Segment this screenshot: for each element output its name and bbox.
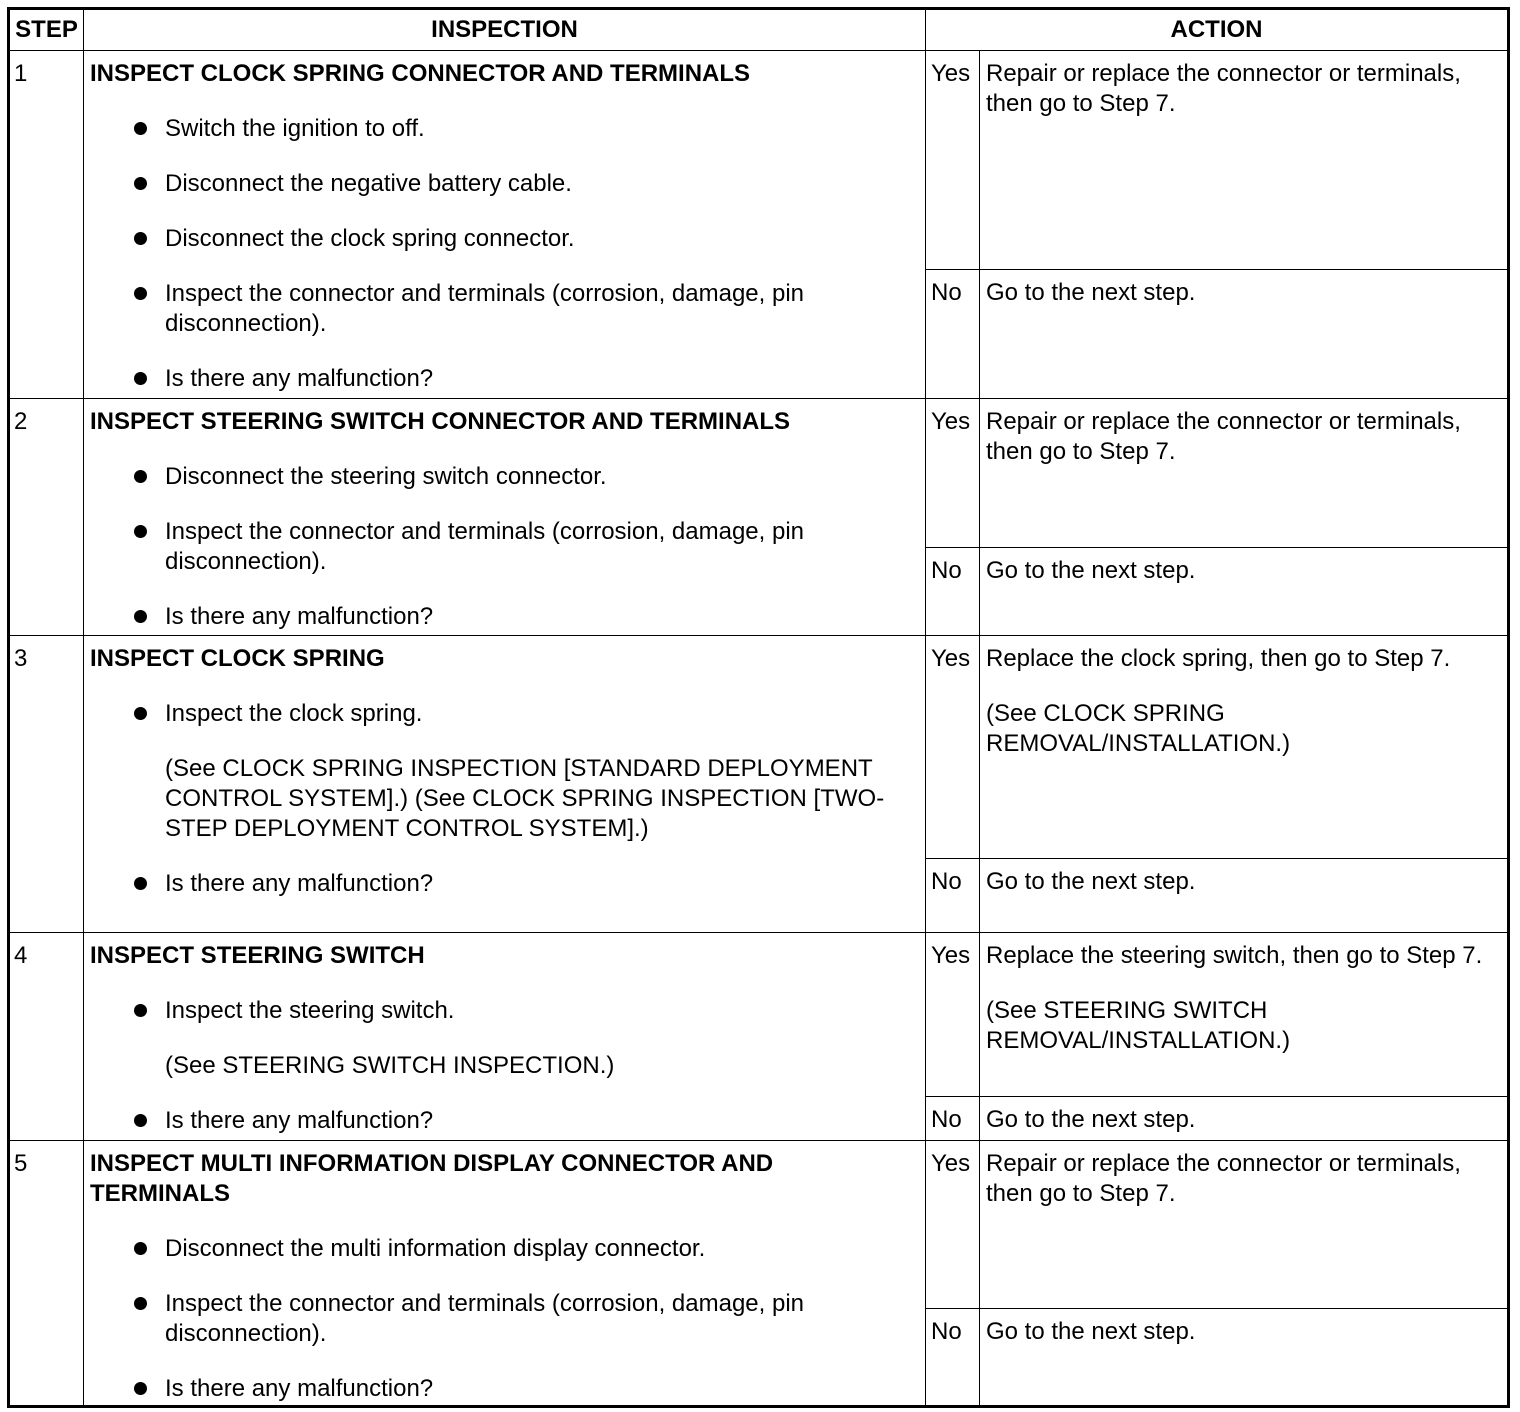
bullet-text: Inspect the connector and terminals (corrosion, damage, pin disconnection). <box>165 518 805 575</box>
bullet-item <box>90 462 919 492</box>
no-label: No <box>926 270 980 399</box>
no-action-text: Go to the next step. <box>986 1318 1196 1345</box>
bullet-text: Disconnect the steering switch connector. <box>165 463 607 490</box>
bullet-item <box>90 114 919 144</box>
bullet-text: Disconnect the negative battery cable. <box>165 170 572 197</box>
inspection-bullets <box>90 462 919 632</box>
bullet-icon <box>134 707 147 720</box>
inspection-title: INSPECT CLOCK SPRING <box>90 645 385 672</box>
step-row-1-yes <box>9 51 1509 270</box>
bullet-item <box>90 1374 919 1404</box>
yes-label: Yes <box>926 1141 980 1309</box>
bullet-item <box>90 364 919 394</box>
yes-action-reference: (See CLOCK SPRING REMOVAL/INSTALLATION.) <box>986 700 1291 757</box>
yes-action-reference: (See STEERING SWITCH REMOVAL/INSTALLATION.) <box>986 997 1291 1054</box>
bullet-item <box>90 1289 919 1349</box>
step-row-2-yes <box>9 399 1509 548</box>
yes-label: Yes <box>926 933 980 1097</box>
yes-action-text: Replace the steering switch, then go to Step 7. <box>986 942 1483 969</box>
bullet-reference: (See CLOCK SPRING INSPECTION [STANDARD DEPLOYMENT CONTROL SYSTEM].) (See CLOCK SPRING INSPECTION [TWO-STEP DEPLOYMENT CONTROL SYSTEM].) <box>165 755 885 842</box>
yes-label: Yes <box>926 636 980 859</box>
bullet-item <box>90 517 919 577</box>
bullet-icon <box>134 1114 147 1127</box>
bullet-text: Is there any malfunction? <box>165 1107 434 1134</box>
no-action <box>980 1309 1509 1407</box>
no-action <box>980 859 1509 933</box>
no-action-text: Go to the next step. <box>986 868 1196 895</box>
bullet-icon <box>134 372 147 385</box>
no-action-text: Go to the next step. <box>986 279 1196 306</box>
bullet-icon <box>134 610 147 623</box>
yes-action <box>980 51 1509 270</box>
inspection-bullets <box>90 1234 919 1404</box>
bullet-text: Is there any malfunction? <box>165 1375 434 1402</box>
bullet-icon <box>134 177 147 190</box>
step-number: 3 <box>9 636 84 933</box>
inspection-title: INSPECT CLOCK SPRING CONNECTOR AND TERMINALS <box>90 60 751 87</box>
step-number: 5 <box>9 1141 84 1407</box>
no-label: No <box>926 859 980 933</box>
bullet-icon <box>134 287 147 300</box>
bullet-item <box>90 224 919 254</box>
diagnostic-procedure-table <box>7 7 1510 1408</box>
yes-label: Yes <box>926 399 980 548</box>
inspection-cell <box>84 933 926 1141</box>
yes-action <box>980 636 1509 859</box>
yes-action-text: Repair or replace the connector or terminals, then go to Step 7. <box>986 408 1461 465</box>
no-action <box>980 270 1509 399</box>
inspection-cell <box>84 399 926 636</box>
inspection-title: INSPECT STEERING SWITCH <box>90 942 425 969</box>
yes-action-text: Repair or replace the connector or terminals, then go to Step 7. <box>986 1150 1461 1207</box>
inspection-cell <box>84 636 926 933</box>
no-action <box>980 548 1509 636</box>
bullet-icon <box>134 1297 147 1310</box>
yes-action <box>980 399 1509 548</box>
inspection-bullets <box>90 699 919 899</box>
header-action: ACTION <box>926 9 1509 51</box>
bullet-text: Inspect the steering switch. <box>165 997 455 1024</box>
step-number: 2 <box>9 399 84 636</box>
bullet-icon <box>134 877 147 890</box>
yes-action-text: Repair or replace the connector or terminals, then go to Step 7. <box>986 60 1461 117</box>
step-row-4-yes <box>9 933 1509 1097</box>
bullet-item <box>90 602 919 632</box>
bullet-text: Disconnect the clock spring connector. <box>165 225 575 252</box>
bullet-item <box>90 279 919 339</box>
yes-action <box>980 933 1509 1097</box>
bullet-icon <box>134 1242 147 1255</box>
bullet-item <box>90 996 919 1081</box>
step-row-3-yes <box>9 636 1509 859</box>
step-number: 1 <box>9 51 84 399</box>
bullet-text: Is there any malfunction? <box>165 365 434 392</box>
bullet-text: Is there any malfunction? <box>165 603 434 630</box>
bullet-reference: (See STEERING SWITCH INSPECTION.) <box>165 1052 615 1079</box>
inspection-title: INSPECT STEERING SWITCH CONNECTOR AND TERMINALS <box>90 408 791 435</box>
bullet-icon <box>134 232 147 245</box>
step-number: 4 <box>9 933 84 1141</box>
no-action-text: Go to the next step. <box>986 557 1196 584</box>
bullet-item <box>90 169 919 199</box>
inspection-cell <box>84 51 926 399</box>
bullet-icon <box>134 470 147 483</box>
step-row-5-yes <box>9 1141 1509 1309</box>
no-label: No <box>926 548 980 636</box>
header-row <box>9 9 1509 51</box>
no-action <box>980 1097 1509 1141</box>
bullet-text: Inspect the clock spring. <box>165 700 423 727</box>
inspection-bullets <box>90 114 919 394</box>
bullet-icon <box>134 1382 147 1395</box>
bullet-text: Disconnect the multi information display connector. <box>165 1235 706 1262</box>
yes-action-text: Replace the clock spring, then go to Step 7. <box>986 645 1451 672</box>
bullet-text: Inspect the connector and terminals (corrosion, damage, pin disconnection). <box>165 280 805 337</box>
bullet-text: Is there any malfunction? <box>165 870 434 897</box>
bullet-item <box>90 1234 919 1264</box>
header-step: STEP <box>9 9 84 51</box>
bullet-item <box>90 869 919 899</box>
inspection-bullets <box>90 996 919 1136</box>
yes-action <box>980 1141 1509 1309</box>
header-inspection: INSPECTION <box>84 9 926 51</box>
no-label: No <box>926 1097 980 1141</box>
bullet-icon <box>134 122 147 135</box>
bullet-icon <box>134 525 147 538</box>
no-label: No <box>926 1309 980 1407</box>
bullet-icon <box>134 1004 147 1017</box>
bullet-item <box>90 1106 919 1136</box>
bullet-item <box>90 699 919 844</box>
no-action-text: Go to the next step. <box>986 1106 1196 1133</box>
bullet-text: Inspect the connector and terminals (corrosion, damage, pin disconnection). <box>165 1290 805 1347</box>
inspection-title: INSPECT MULTI INFORMATION DISPLAY CONNECTOR AND TERMINALS <box>90 1150 774 1207</box>
inspection-cell <box>84 1141 926 1407</box>
bullet-text: Switch the ignition to off. <box>165 115 425 142</box>
yes-label: Yes <box>926 51 980 270</box>
